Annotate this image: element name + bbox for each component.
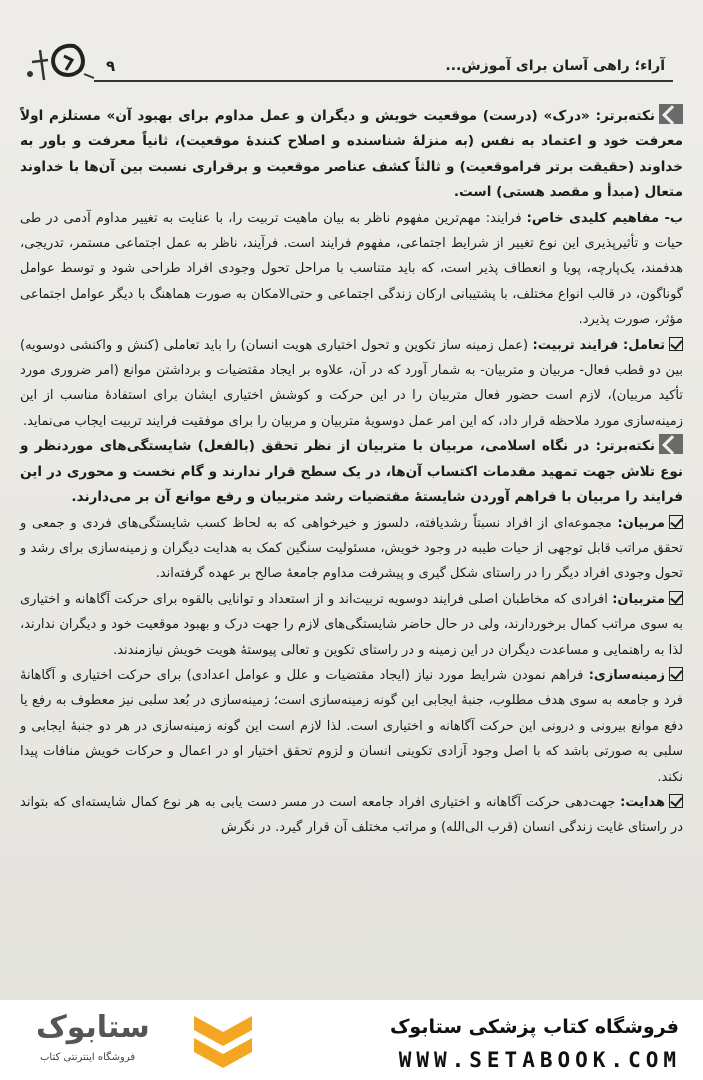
paragraph-text: مجموعه‌ای از افراد نسبتاً رشدیافته، دلسوز و خیرخواهی که به لحاظ کسب شایستگی‌های فردی و جمعی و تحقق مراتب قابل توجهی از حیات طیبه در وجود خویش، مسئولیت سنگین کمک به هدایت دیگران و زمینه‌سازی برای رشد و تحول وجودی افراد دیگر را در راستای شکل گیری و پیشرفت مداوم جامعهٔ صالح بر عهده گرفته‌اند. (20, 515, 683, 582)
paragraph-text: فراهم نمودن شرایط مورد نیاز (ایجاد مقتضیات و علل و عوامل اعدادی) برای حرکت اختیاری و آگاهانهٔ فرد و جامعه به سوی هدف مطلوب، جنبهٔ ایجابی این گونه زمینه‌سازی است؛ زمینه‌سازی در بُعد سلبی نیز معطوف به رفع یا دفع موانع بیرونی و درونی این حرکت آگاهانه و اختیاری است. لذا لازم است این گونه زمینه‌سازی در هر دو جنبهٔ ایجابی و سلبی به صورتی باشد که با اصل وجود آزادی تکوینی انسان و لزوم تحقق اختیار او در اعمال و حرکات خویش منافات پیدا نکند. (20, 667, 683, 785)
paragraph-check-5 (20, 790, 683, 841)
page-number: ۹ (106, 57, 116, 75)
paragraph-lead: زمینه‌سازی: (588, 667, 665, 683)
paragraph-text: جهت‌دهی حرکت آگاهانه و اختیاری افراد جامعه است در مسر دست یابی به هر نوع کمال شایسته‌ای که بتواند در راستای غایت زندگی انسان (قرب الی‌الله) و مراتب مختلف آن قرار گیرد. در نگرش (20, 794, 683, 836)
section-heading: ب- مفاهیم کلیدی خاص: (526, 210, 683, 226)
checkbox-icon (669, 337, 683, 351)
paragraph-lead: نکته‌برتر: (595, 438, 655, 455)
paragraph-text: افرادی که مخاطبان اصلی فرایند دوسویه تربیت‌اند و از استعداد و توانایی بالقوه برای حرکت آگاهانه و اختیاری به سوی مراتب کمال برخوردارند، ولی در حال حاضر شایستگی‌های لازم را جهت درک و بهبود موقعیت خود و دیگران ندارند، لذا به راهنمایی و مساعدت دیگران در این زمینه و در راستای تکوین و تعالی پیوستهٔ هویت خویش نیازمندند. (20, 591, 683, 658)
store-footer (0, 1000, 703, 1080)
paragraph-check-1 (20, 333, 683, 435)
page-body (20, 104, 683, 841)
page-header (14, 40, 673, 88)
paragraph-check-2 (20, 511, 683, 587)
checkbox-icon (669, 591, 683, 605)
paragraph-lead: تعامل: فرایند تربیت: (532, 337, 665, 353)
paragraph-lead: متربیان: (612, 591, 665, 607)
paragraph-text: فرایند: مهم‌ترین مفهوم ناظر به بیان ماهیت تربیت را، با عنایت به تغییر مداوم آدمی در طی حیات و تأثیرپذیری این نوع تغییر از شرایط اجتماعی، مفهوم فرایند است. فرآیند، ناظر به عمل اجتماعی مستمر، تدریجی، هدفمند، یک‌پارچه، پویا و انعطاف پذیر است، که باید متناسب با مراحل تحول وجودی افراد طراحی شود و توسط عوامل گوناگون، در قالب انواع مختلف، با پشتیبانی ارکان زندگی اجتماعی و حتی‌الامکان به صورت هماهنگ با دیگر عوامل اجتماعی مؤثر، صورت پذیرد. (20, 210, 683, 328)
highlight-arrow-icon (659, 104, 683, 124)
store-name: فروشگاه کتاب پزشکی ستابوک (389, 1016, 679, 1038)
store-url[interactable]: WWW.SETABOOK.COM (398, 1048, 681, 1072)
brand-tagline: فروشگاه اینترنتی کتاب (40, 1052, 136, 1063)
paragraph-lead: هدایت: (620, 794, 665, 810)
paragraph-check-3 (20, 587, 683, 663)
brand-logo-text: ستابوک (36, 1010, 150, 1045)
header-rule (94, 80, 673, 82)
checkbox-icon (669, 515, 683, 529)
checkbox-icon (669, 794, 683, 808)
paragraph-text: (عمل زمینه ساز تکوین و تحول اختیاری هویت انسان) را باید تعاملی (کنش و واکنشی دوسویه) بین دو قطب فعال- مربیان و متربیان- به شمار آورد که در آن، علاوه بر ایجاد مقتضیات و برداشتن موانع (امر ضروری مورد تأکید مربیان)، لازم است حضور فعال متربیان را در این حرکت و کوشش اختیاری ایشان برای استفادهٔ مناسب از این زمینه‌سازی مورد ملاحظه قرار داد، که این امر عمل دوسویهٔ متربیان و مربیان را برای موفقیت فرایند تربیت ایجاب می‌نماید. (20, 337, 683, 429)
book-logo-icon (20, 40, 100, 86)
paragraph-check-4 (20, 663, 683, 790)
paragraph-text: «درک» (درست) موقعیت خویش و دیگران و عمل مداوم برای بهبود آن» مستلزم اولاً معرفت خود و اعتماد به نفس (به منزلهٔ شناسنده و اصلاح کنندهٔ موقعیت)، ثانیاً معرفت و باور به خداوند (حقیقت برتر فراموقعیت) و ثالثاً کشف عناصر موقعیت و برقراری نسبت بین آن‌ها با خداوند متعال (مبدأ و مقصد هستی) است. (20, 108, 683, 201)
paragraph-highlight-2 (20, 434, 683, 510)
paragraph-text: در نگاه اسلامی، مربیان با متربیان از نظر تحقق (بالفعل) شایستگی‌های موردنظر و نوع تلاش جهت تمهید مقدمات اکتساب آن‌ها، در یک سطح قرار ندارند و گام نخست و محوری در این فرایند را مربیان با فراهم آوردن شایستهٔ مقتضیات رشد متربیان و رفع موانع آن بر می‌دارند. (20, 438, 683, 506)
checkbox-icon (669, 667, 683, 681)
brand-chevron-icon (190, 1010, 256, 1072)
paragraph-highlight-1 (20, 104, 683, 206)
running-title: آراء؛ راهی آسان برای آموزش... (445, 58, 665, 74)
paragraph-lead: نکته‌برتر: (595, 108, 655, 124)
highlight-arrow-icon (659, 434, 683, 454)
paragraph-lead: مربیان: (617, 515, 665, 531)
paragraph-section (20, 206, 683, 333)
